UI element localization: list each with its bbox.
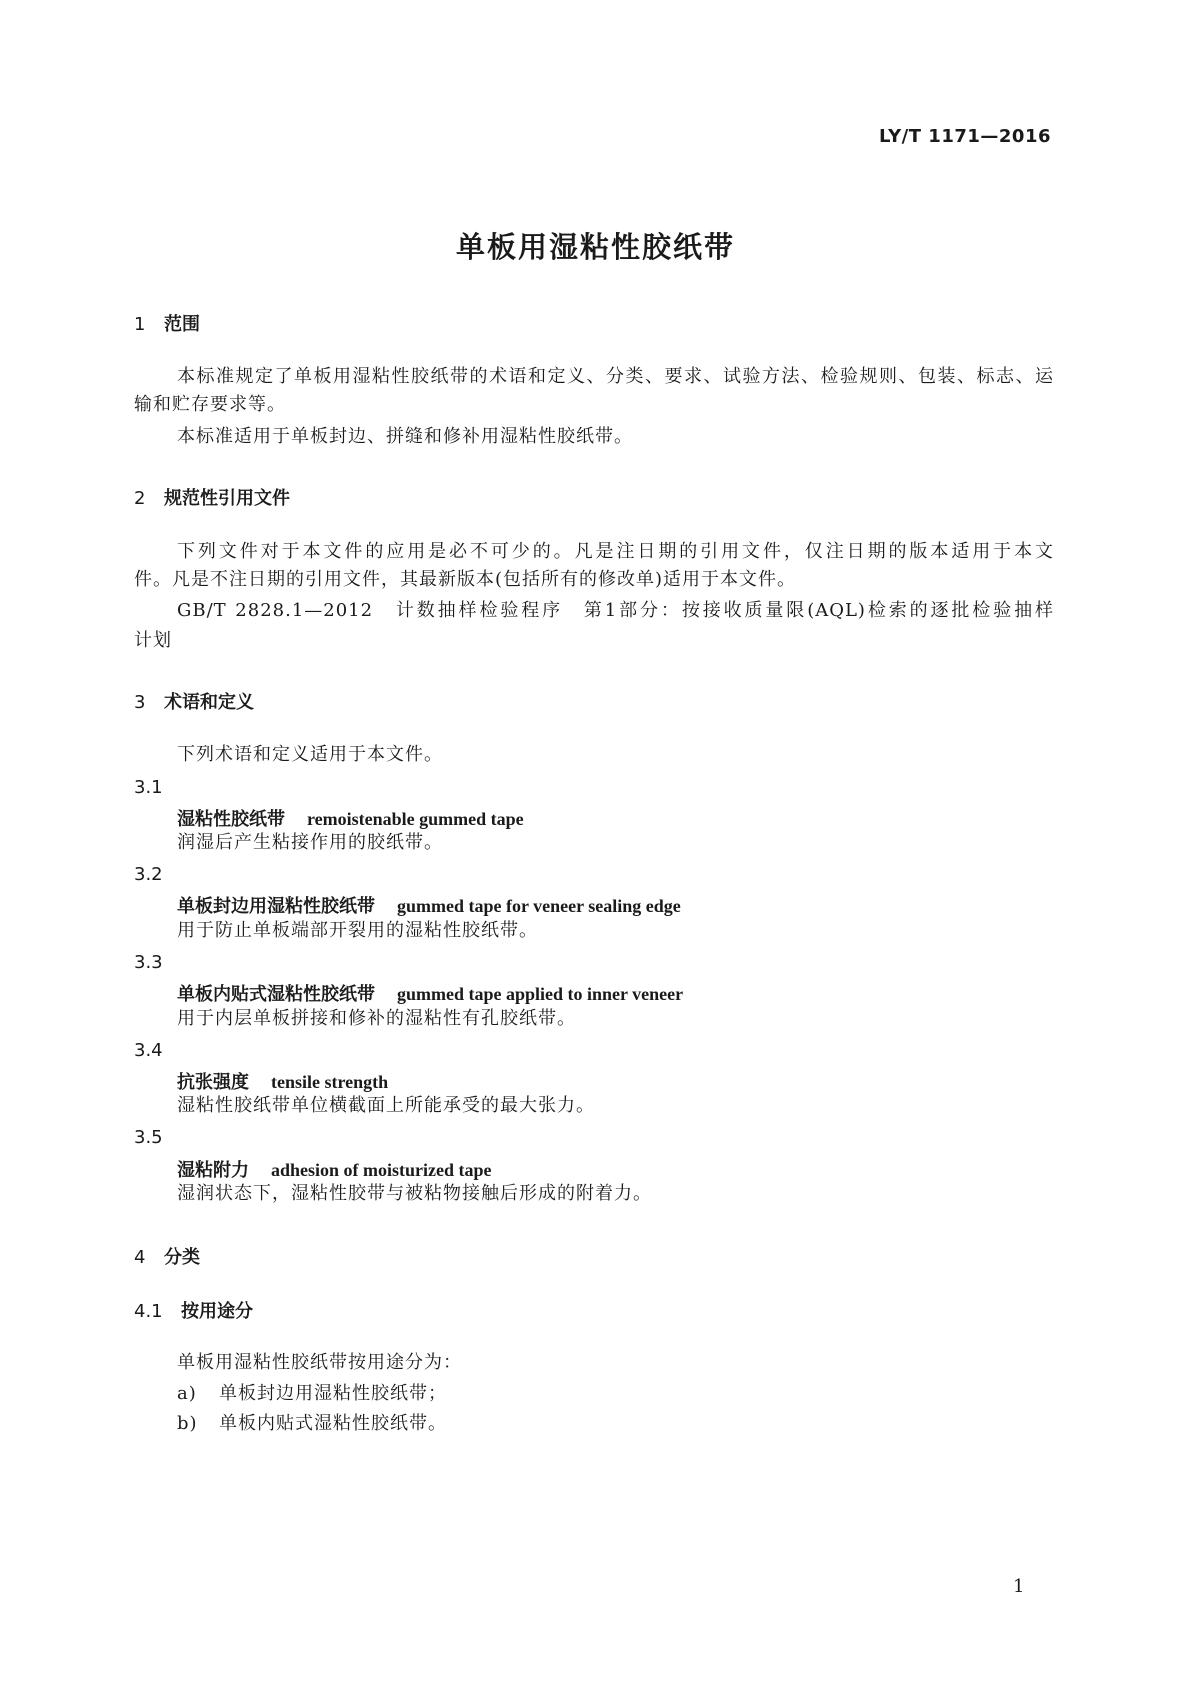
section-title: 分类 — [164, 1247, 200, 1268]
section-1-paragraph-2: 本标准适用于单板封边、拼缝和修补用湿粘性胶纸带。 — [177, 426, 633, 447]
term-english: tensile strength — [271, 1072, 389, 1092]
document-title: 单板用湿粘性胶纸带 — [455, 230, 735, 264]
standard-code: LY/T 1171—2016 — [878, 126, 1051, 147]
list-marker: a) — [177, 1383, 197, 1404]
term-heading — [177, 892, 681, 918]
term-number: 3.2 — [134, 864, 163, 885]
term-chinese: 单板封边用湿粘性胶纸带 — [177, 896, 375, 917]
section-2-paragraph-line-2: 件。凡是不注日期的引用文件，其最新版本(包括所有的修改单)适用于本文件。 — [134, 569, 797, 590]
term-english: remoistenable gummed tape — [307, 809, 524, 829]
normative-reference-line-2: 计划 — [134, 630, 172, 651]
term-heading — [177, 1068, 388, 1094]
section-1-paragraph-1-line-1: 本标准规定了单板用湿粘性胶纸带的术语和定义、分类、要求、试验方法、检验规则、包装、标志、运 — [177, 366, 1054, 387]
term-chinese: 湿粘附力 — [177, 1160, 249, 1181]
subsection-4-1-heading — [134, 1297, 253, 1323]
section-4-heading — [134, 1243, 200, 1269]
term-chinese: 单板内贴式湿粘性胶纸带 — [177, 984, 375, 1005]
term-english: gummed tape for veneer sealing edge — [397, 896, 681, 916]
term-number: 3.5 — [134, 1127, 163, 1148]
term-heading — [177, 980, 683, 1006]
term-heading — [177, 1156, 492, 1182]
term-definition: 润湿后产生粘接作用的胶纸带。 — [177, 832, 443, 853]
term-number: 3.3 — [134, 952, 163, 973]
section-2-heading — [134, 484, 290, 510]
term-definition: 湿粘性胶纸带单位横截面上所能承受的最大张力。 — [177, 1095, 595, 1116]
term-english: gummed tape applied to inner veneer — [397, 984, 684, 1004]
list-item-text: 单板内贴式湿粘性胶纸带。 — [219, 1413, 447, 1434]
list-item — [177, 1385, 447, 1403]
section-number: 2 — [134, 488, 146, 509]
subsection-number: 4.1 — [134, 1301, 163, 1322]
term-chinese: 抗张强度 — [177, 1072, 249, 1093]
term-definition: 用于防止单板端部开裂用的湿粘性胶纸带。 — [177, 920, 538, 941]
section-3-intro: 下列术语和定义适用于本文件。 — [177, 744, 443, 765]
section-number: 4 — [134, 1247, 146, 1268]
page-number: 1 — [1013, 1576, 1025, 1597]
term-chinese: 湿粘性胶纸带 — [177, 809, 285, 830]
term-number: 3.1 — [134, 777, 163, 798]
section-1-heading — [134, 310, 200, 336]
term-definition: 用于内层单板拼接和修补的湿粘性有孔胶纸带。 — [177, 1008, 576, 1029]
section-3-heading — [134, 688, 254, 714]
term-number: 3.4 — [134, 1040, 163, 1061]
term-definition: 湿润状态下，湿粘性胶带与被粘物接触后形成的附着力。 — [177, 1183, 652, 1204]
list-marker: b) — [177, 1413, 198, 1434]
section-2-paragraph-line-1: 下列文件对于本文件的应用是必不可少的。凡是注日期的引用文件，仅注日期的版本适用于本文 — [177, 541, 1054, 562]
section-number: 1 — [134, 314, 146, 335]
section-title: 规范性引用文件 — [164, 488, 290, 509]
term-heading — [177, 805, 524, 831]
normative-reference-line-1: GB/T 2828.1—2012 计数抽样检验程序 第1部分：按接收质量限(AQL)检索的逐批检验抽样 — [177, 600, 1054, 621]
section-1-paragraph-1-line-2: 输和贮存要求等。 — [134, 394, 286, 415]
subsection-4-1-intro: 单板用湿粘性胶纸带按用途分为： — [177, 1352, 462, 1373]
section-title: 范围 — [164, 314, 200, 335]
list-item — [177, 1415, 447, 1433]
list-item-text: 单板封边用湿粘性胶纸带； — [219, 1383, 447, 1404]
section-number: 3 — [134, 692, 146, 713]
section-title: 术语和定义 — [164, 692, 254, 713]
subsection-title: 按用途分 — [181, 1301, 253, 1322]
term-english: adhesion of moisturized tape — [271, 1160, 492, 1180]
